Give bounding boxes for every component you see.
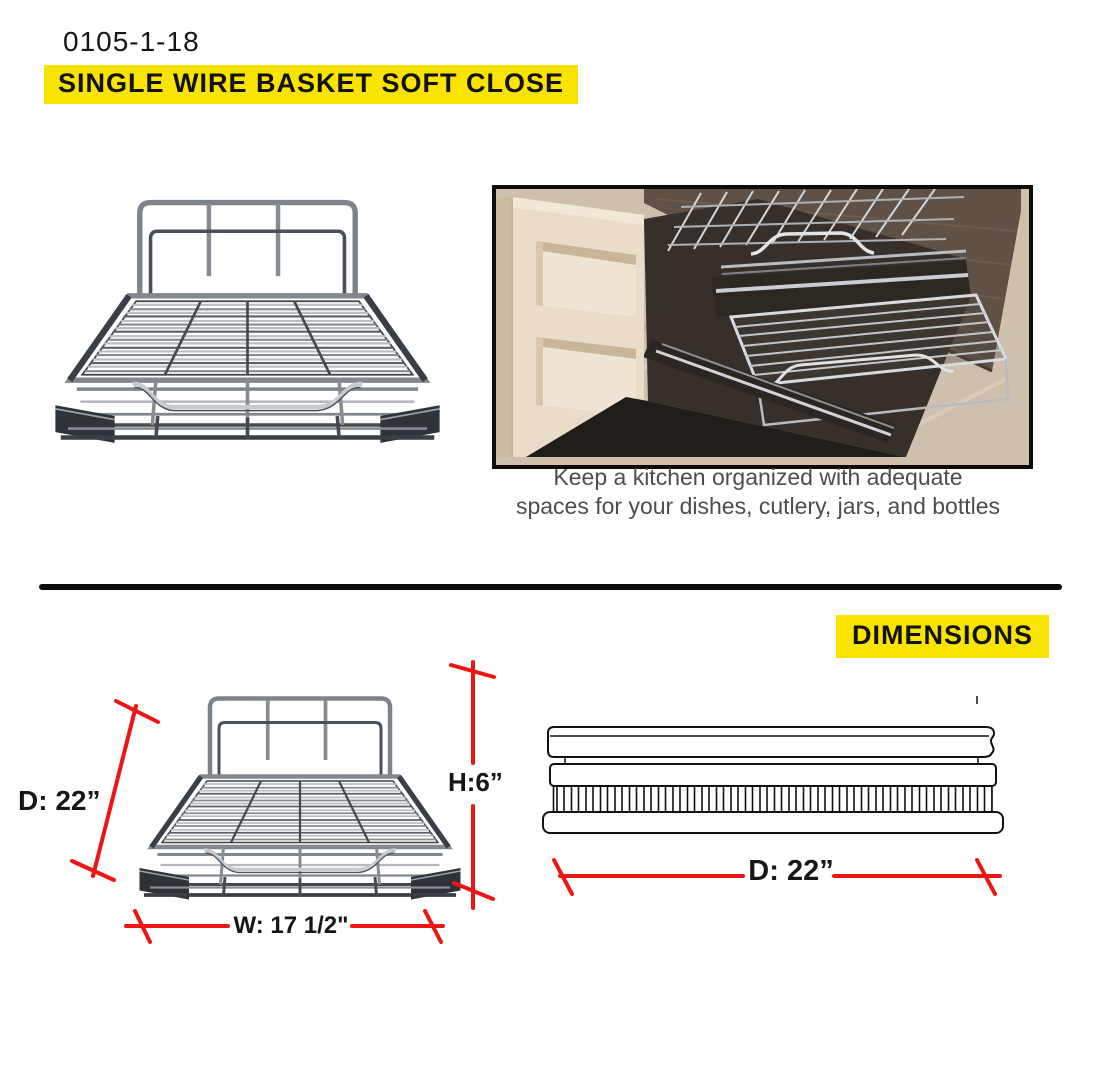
section-divider [39, 584, 1062, 590]
depth-dimension-label: D: 22” [18, 785, 101, 816]
photo-caption-line1: Keep a kitchen organized with adequate [553, 464, 963, 490]
kitchen-photo-illustration [496, 189, 1021, 457]
product-title-badge: SINGLE WIRE BASKET SOFT CLOSE [44, 65, 578, 104]
product-photo [50, 190, 445, 477]
width-dimension-label: W: 17 1/2" [233, 912, 349, 939]
drawing-depth-dimension-label: D: 22” [748, 855, 834, 887]
dimensions-heading-badge: DIMENSIONS [836, 615, 1049, 658]
photo-caption [458, 463, 1058, 521]
photo-caption-line2: spaces for your dishes, cutlery, jars, and bottles [515, 493, 1001, 519]
kitchen-photo [492, 185, 1033, 469]
height-dimension-label: H:6” [448, 767, 503, 797]
product-code: 0105-1-18 [63, 26, 200, 57]
